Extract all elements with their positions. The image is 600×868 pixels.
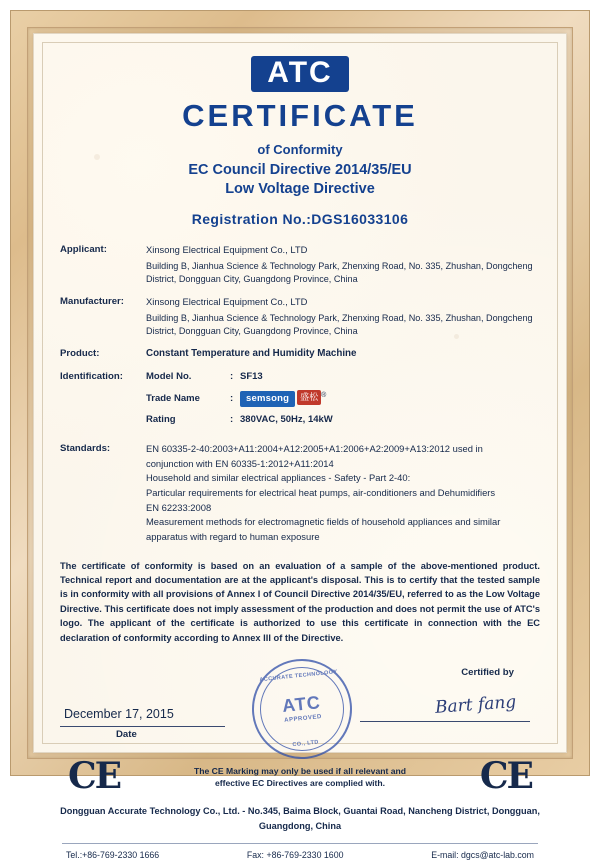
registered-trademark-icon: ® [321, 391, 327, 399]
standards-line: Measurement methods for electromagnetic fields of household appliances and similar [146, 516, 501, 528]
field-row-standards [60, 442, 540, 544]
certified-by-label: Certified by [461, 666, 514, 678]
standards-label: Standards: [60, 443, 111, 455]
rating-colon: : [230, 414, 234, 426]
rating-key: Rating [146, 414, 176, 426]
standards-line: EN 62233:2008 [146, 501, 212, 513]
standards-line: EN 60335-2-40:2003+A11:2004+A12:2005+A1:2006+A2:2009+A13:2012 used in [146, 443, 483, 455]
identification-label: Identification: [60, 370, 123, 382]
stamp-arc-top-text: ACCURATE TECHNOLOGY [259, 669, 338, 684]
field-row-applicant [60, 243, 540, 286]
manufacturer-name: Xinsong Electrical Equipment Co., LTD [146, 295, 308, 307]
signature-text: Bart fang [434, 692, 517, 718]
applicant-address: Building B, Jianhua Science & Technology Park, Zhenxing Road, No. 335, Zhushan, Dongcheng District, Dongguan City, Guangdong Province, China [146, 261, 533, 284]
identification-table [146, 370, 540, 433]
applicant-value [146, 243, 540, 286]
standards-value [146, 442, 540, 544]
rating-value: 380VAC, 50Hz, 14kW [240, 414, 333, 426]
model-colon: : [230, 370, 234, 382]
certificate-frame [10, 10, 590, 860]
table-row [146, 413, 540, 433]
ce-note-line-2: effective EC Directives are complied with. [214, 777, 386, 788]
stamp-arc-bottom-text: CO., LTD [292, 739, 320, 749]
field-row-identification [60, 370, 540, 433]
ce-mark-left-icon: CE [68, 754, 121, 797]
model-value: SF13 [240, 370, 263, 382]
issuer-address-line-2: Guangdong, China [258, 821, 342, 832]
atc-logo-text: ATC [251, 56, 348, 92]
ce-note-line-1: The CE Marking may only be used if all relevant and [193, 765, 407, 776]
footer-divider [62, 843, 538, 844]
trade-name-value [240, 390, 540, 414]
subtitle-directive: EC Council Directive 2014/35/EU [188, 161, 412, 178]
ce-marks-row [60, 755, 540, 803]
standards-line: apparatus with regard to human exposure [146, 530, 320, 542]
certificate-content [34, 34, 566, 868]
applicant-name: Xinsong Electrical Equipment Co., LTD [146, 243, 308, 255]
ce-usage-note [155, 765, 445, 789]
contact-email: E-mail: dgcs@atc-lab.com [431, 849, 534, 860]
certificate-paper [33, 33, 567, 860]
trade-name-colon: : [230, 392, 234, 404]
stamp-approved-text: APPROVED [283, 713, 323, 724]
manufacturer-address: Building B, Jianhua Science & Technology Park, Zhenxing Road, No. 335, Zhushan, Dongcheng District, Dongguan City, Guangdong Province, China [146, 313, 533, 336]
date-rule [60, 726, 225, 727]
subtitle-conformity: of Conformity [257, 141, 343, 157]
table-row [146, 390, 540, 414]
trade-name-key: Trade Name [146, 392, 200, 404]
atc-logo [60, 56, 540, 92]
product-label: Product: [60, 347, 100, 359]
manufacturer-value [146, 295, 540, 338]
signature-rule [360, 721, 530, 722]
contact-row [60, 850, 540, 860]
field-row-manufacturer [60, 295, 540, 338]
signature-area [60, 667, 540, 753]
table-row [146, 370, 540, 390]
identification-value [146, 370, 540, 433]
model-key: Model No. [146, 370, 192, 382]
conformity-statement: The certificate of conformity is based on an evaluation of a sample of the above-mentioned product. Technical report and documentation are at the applicant's disposal. This is to certify that the tested sample is in conformity with all provisions of Annex I of Council Directive 2014/35/EU, referred to as the Low Voltage Directive. This certificate does not imply assessment of the production and does not permit the use of ATC's logo. The applicant of the certificate is authorized to use this certificate in connection with the EC declaration of conformity according to Annex III of the Directive. [60, 560, 540, 643]
standards-line: Household and similar electrical appliances - Safety - Part 2-40: [146, 472, 411, 484]
subtitle-low-voltage: Low Voltage Directive [225, 180, 375, 197]
product-value: Constant Temperature and Humidity Machine [146, 347, 357, 359]
ce-mark-right-icon: CE [479, 754, 532, 797]
fields-section [60, 243, 540, 545]
brand-logo: semsong [240, 391, 295, 408]
page-title: CERTIFICATE [182, 97, 418, 133]
registration-number: Registration No.:DGS16033106 [191, 210, 409, 227]
contact-fax: Fax: +86-769-2330 1600 [246, 849, 344, 860]
stamp-center-text: ATC [281, 691, 322, 716]
field-row-product [60, 347, 540, 361]
standards-line: conjunction with EN 60335-1:2012+A11:2014 [146, 457, 334, 469]
contact-tel: Tel.:+86-769-2330 1666 [66, 849, 160, 860]
date-value: December 17, 2015 [64, 706, 174, 721]
issuer-address-line-1: Dongguan Accurate Technology Co., Ltd. - No.345, Baima Block, Guantai Road, Nancheng District, Dongguan, [60, 805, 540, 816]
standards-line: Particular requirements for electrical heat pumps, air-conditioners and Dehumidifiers [146, 487, 496, 498]
manufacturer-label: Manufacturer: [60, 295, 124, 307]
date-label: Date [116, 728, 137, 740]
approval-stamp-icon [247, 654, 357, 764]
applicant-label: Applicant: [60, 243, 107, 255]
brand-logo-cn: 盛松 [297, 390, 321, 405]
